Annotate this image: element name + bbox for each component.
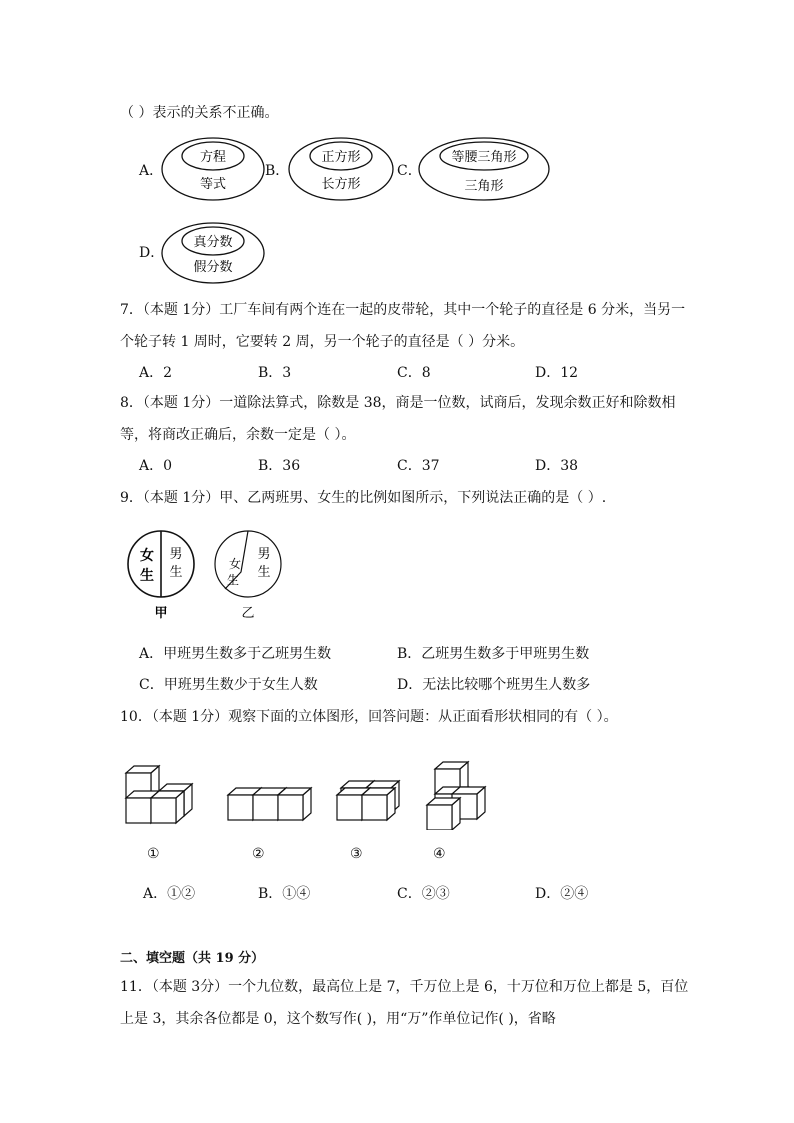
- q7-option-b: B．3: [258, 365, 292, 381]
- q7-line2: 个轮子转 1 周时，它要转 2 周，另一个轮子的直径是（ ）分米。: [120, 334, 525, 350]
- q6-venn-d: [160, 220, 270, 286]
- q6-venn-c: [416, 134, 554, 204]
- q10-figure-label-2: ②: [252, 846, 265, 862]
- q9-option-a: A．甲班男生数多于乙班男生数: [139, 646, 332, 662]
- q6-b-outer-text: 长方形: [321, 177, 361, 192]
- q6-d-outer-text: 假分数: [193, 260, 233, 275]
- q7-option-d: D．12: [535, 365, 579, 381]
- q10-line1: 10．（本题 1分）观察下面的立体图形，回答问题：从正面看形状相同的有（ ）。: [120, 709, 618, 725]
- q6-option-c-label: C．: [397, 163, 422, 179]
- q9-option-c: C．甲班男生数少于女生人数: [139, 677, 318, 693]
- q6-venn-a: [160, 134, 270, 204]
- q9-pie-jia: [128, 531, 194, 621]
- q9-pie-yi-boy-1: 男: [257, 547, 271, 562]
- q10-option-c: C．②③: [397, 886, 450, 902]
- q9-pie-figures: [120, 522, 310, 624]
- q10-figure-1: [126, 766, 192, 823]
- q10-option-b: B．①④: [258, 886, 311, 902]
- q6-c-outer-text: 三角形: [464, 179, 504, 194]
- q10-option-a: A．①②: [143, 886, 196, 902]
- q10-cube-figures: [120, 755, 500, 830]
- q8-option-c: C．37: [397, 458, 440, 474]
- q6-c-inner-text: 等腰三角形: [451, 150, 517, 165]
- q8-line2: 等，将商改正确后，余数一定是（ ）。: [120, 427, 356, 443]
- q9-option-b: B．乙班男生数多于甲班男生数: [397, 646, 590, 662]
- q6-a-outer-text: 等式: [199, 177, 227, 192]
- q6-venn-b: [286, 134, 398, 204]
- q9-pie-yi-circle: [215, 531, 281, 597]
- q10-figure-4: [427, 762, 485, 830]
- q9-pie-jia-caption: 甲: [154, 606, 168, 621]
- q10-figure-label-1: ①: [147, 846, 160, 862]
- q6-a-inner-text: 方程: [199, 150, 227, 165]
- q11-line2: 上是 3，其余各位都是 0，这个数写作( )，用“万”作单位记作( )，省略: [120, 1011, 556, 1027]
- q9-option-d: D．无法比较哪个班男生人数多: [397, 677, 591, 693]
- q9-pie-yi: [215, 531, 281, 621]
- q9-pie-jia-girl-2: 生: [140, 568, 154, 584]
- q9-pie-jia-boy-1: 男: [169, 547, 183, 562]
- q6-option-b-label: B．: [265, 163, 290, 179]
- q9-pie-yi-girl-1: 女: [228, 557, 242, 571]
- section-2-title: 二、填空题（共 19 分）: [120, 951, 265, 966]
- q9-line1: 9．（本题 1分）甲、乙两班男、女生的比例如图所示，下列说法正确的是（ ）.: [120, 490, 607, 506]
- q6-option-d-label: D．: [139, 245, 165, 261]
- q9-pie-jia-boy-2: 生: [169, 565, 183, 580]
- q6-b-inner-text: 正方形: [321, 150, 361, 165]
- q10-figure-2: [228, 788, 311, 820]
- q6-stem: （ ）表示的关系不正确。: [120, 105, 279, 121]
- q8-line1: 8．（本题 1分）一道除法算式，除数是 38，商是一位数，试商后，发现余数正好和除数相: [120, 395, 676, 411]
- q8-option-d: D．38: [535, 458, 579, 474]
- q9-pie-yi-caption: 乙: [241, 606, 255, 621]
- q6-d-inner-text: 真分数: [193, 235, 233, 250]
- q6-option-a-label: A．: [139, 163, 164, 179]
- q7-line1: 7．（本题 1分）工厂车间有两个连在一起的皮带轮，其中一个轮子的直径是 6 分米，当另一: [120, 302, 686, 318]
- q9-pie-yi-girl-2: 生: [226, 573, 240, 587]
- q9-pie-jia-girl-1: 女: [140, 548, 154, 564]
- q10-figure-3: [337, 781, 399, 820]
- q10-option-d: D．②④: [535, 886, 589, 902]
- q11-line1: 11．（本题 3分）一个九位数，最高位上是 7，千万位上是 6，十万位和万位上都是 5，百位: [120, 979, 689, 995]
- q7-option-c: C．8: [397, 365, 431, 381]
- q10-figure-label-3: ③: [350, 846, 363, 862]
- q8-option-a: A．0: [139, 458, 173, 474]
- q9-pie-yi-boy-2: 生: [257, 565, 271, 580]
- q10-figure-label-4: ④: [433, 846, 446, 862]
- q7-option-a: A．2: [139, 365, 173, 381]
- q8-option-b: B．36: [258, 458, 301, 474]
